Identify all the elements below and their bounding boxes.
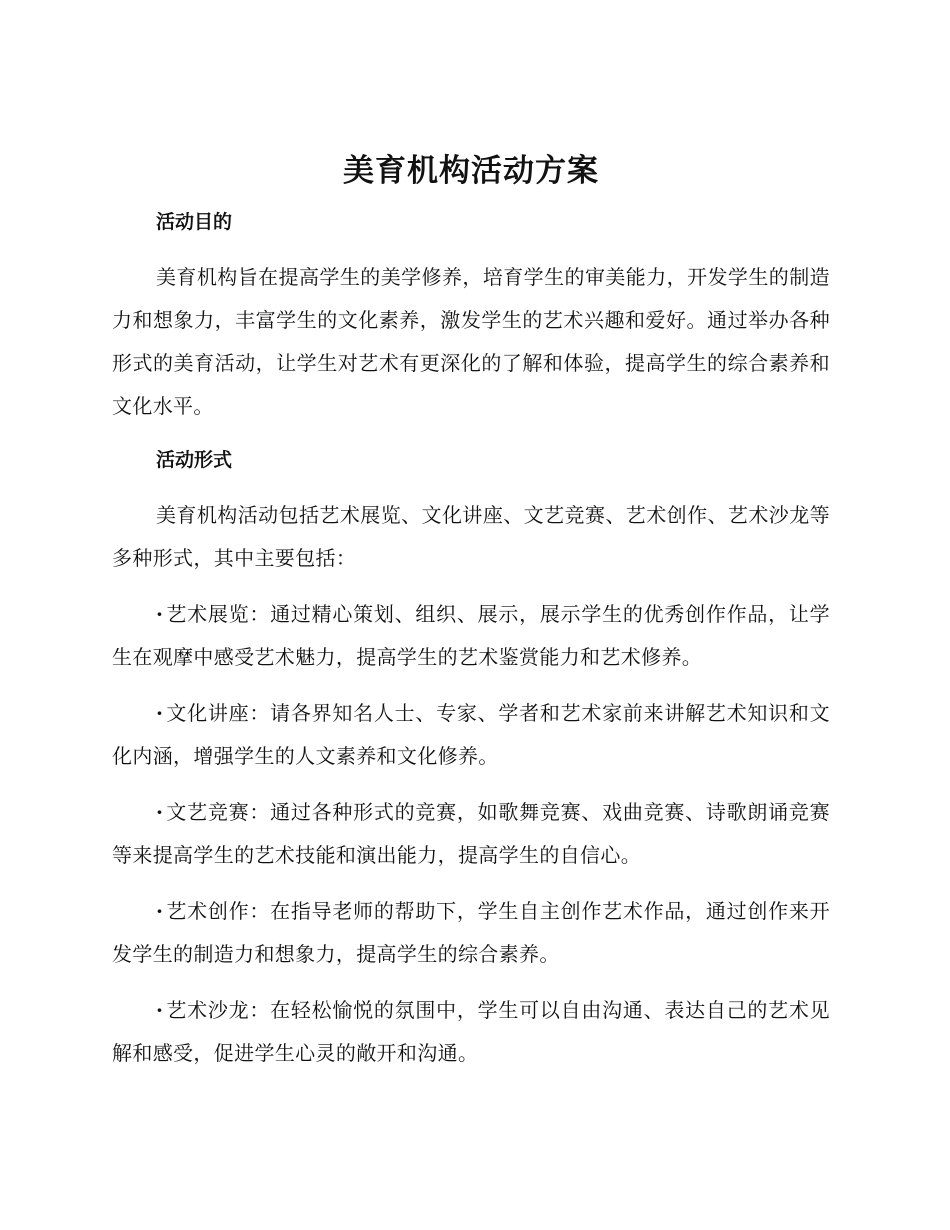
bullet-dot: · xyxy=(156,602,164,626)
list-item-text: 艺术沙龙：在轻松愉悦的氛围中，学生可以自由沟通、表达自己的艺术见解和感受，促进学生心灵的敞开和沟通。 xyxy=(112,998,830,1065)
bullet-dot: · xyxy=(156,701,164,725)
list-item-text: 艺术创作：在指导老师的帮助下，学生自主创作艺术作品，通过创作来开发学生的制造力和想象力，提高学生的综合素养。 xyxy=(112,899,830,966)
bullet-dot: · xyxy=(156,800,164,824)
bullet-dot: · xyxy=(156,998,164,1022)
section-heading-purpose: 活动目的 xyxy=(156,211,233,233)
list-item-text: 文艺竞赛：通过各种形式的竞赛，如歌舞竞赛、戏曲竞赛、诗歌朗诵竞赛等来提高学生的艺术技能和演出能力，提高学生的自信心。 xyxy=(112,800,830,867)
list-item-text: 艺术展览：通过精心策划、组织、展示，展示学生的优秀创作作品，让学生在观摩中感受艺术魅力，提高学生的艺术鉴赏能力和艺术修养。 xyxy=(112,602,830,669)
list-item xyxy=(112,890,830,976)
section-heading-format: 活动形式 xyxy=(156,449,233,471)
document-body xyxy=(112,148,830,1088)
bullet-dot: · xyxy=(156,899,164,923)
purpose-paragraph: 美育机构旨在提高学生的美学修养，培育学生的审美能力，开发学生的制造力和想象力，丰富学生的文化素养，激发学生的艺术兴趣和爱好。通过举办各种形式的美育活动，让学生对艺术有更深化的了解和体验，提高学生的综合素养和文化水平。 xyxy=(112,265,830,418)
list-item xyxy=(112,593,830,679)
format-intro-paragraph: 美育机构活动包括艺术展览、文化讲座、文艺竞赛、艺术创作、艺术沙龙等多种形式，其中主要包括： xyxy=(112,503,830,570)
list-item xyxy=(112,989,830,1075)
list-item xyxy=(112,692,830,778)
list-item xyxy=(112,791,830,877)
page-title: 美育机构活动方案 xyxy=(343,153,599,189)
list-item-text: 文化讲座：请各界知名人士、专家、学者和艺术家前来讲解艺术知识和文化内涵，增强学生的人文素养和文化修养。 xyxy=(112,701,830,768)
